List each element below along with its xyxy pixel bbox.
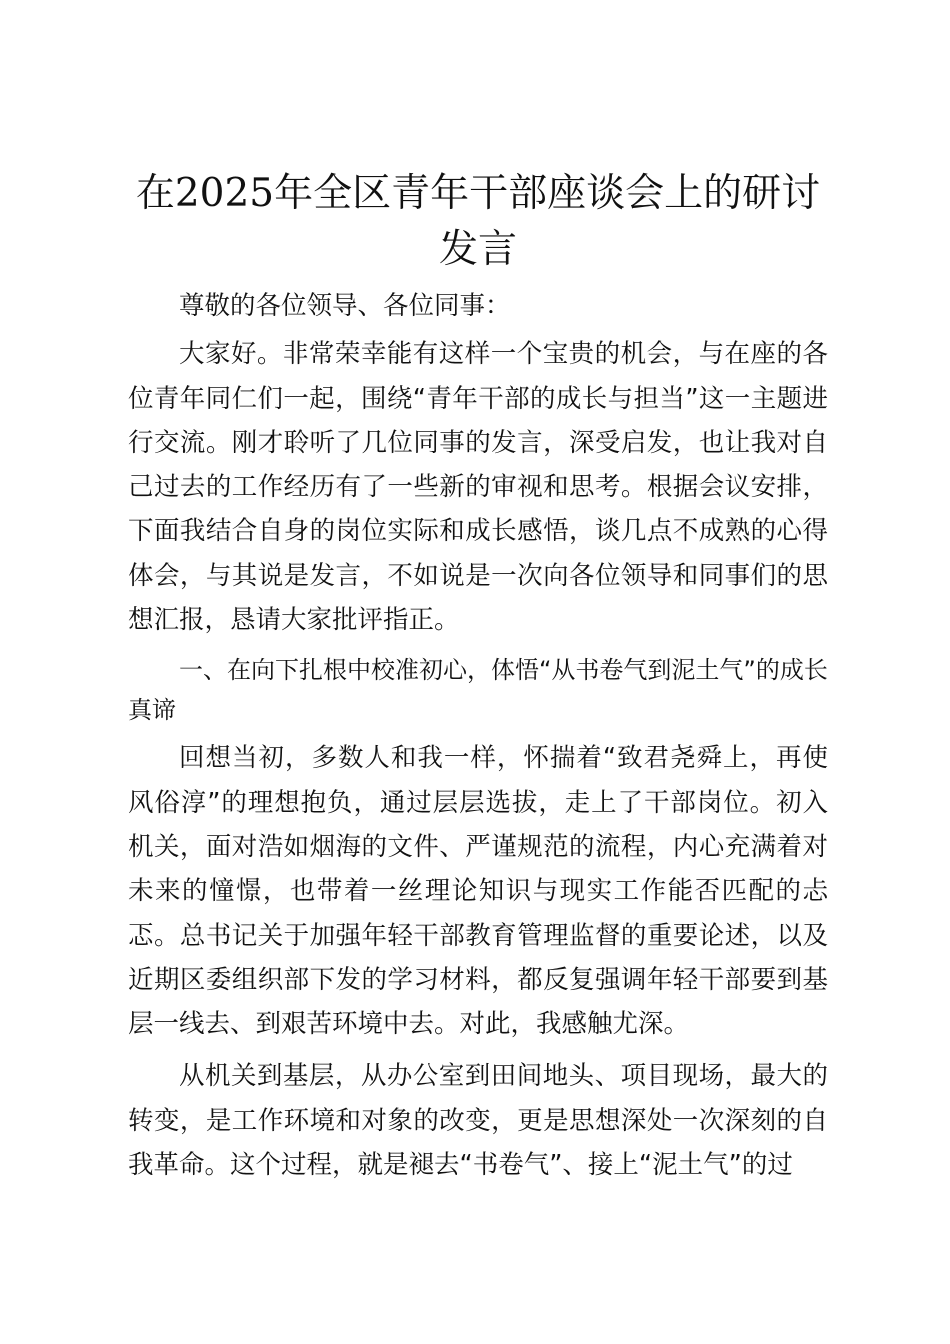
- document-body: [128, 166, 828, 1187]
- section-heading: 一、在向下扎根中校准初心，体悟“从书卷气到泥土气”的成长真谛: [128, 656, 828, 725]
- opening-paragraph: 大家好。非常荣幸能有这样一个宝贵的机会，与在座的各位青年同仁们一起，围绕“青年干部的成长与担当”这一主题进行交流。刚才聆听了几位同事的发言，深受启发，也让我对自己过去的工作经历有了一些新的审视和思考。根据会议安排，下面我结合自身的岗位实际和成长感悟，谈几点不成熟的心得体会，与其说是发言，不如说是一次向各位领导和同事们的思想汇报，恳请大家批评指正。: [128, 339, 828, 636]
- document-title: 在2025年全区青年干部座谈会上的研讨发言: [135, 171, 821, 272]
- body-paragraph: 从机关到基层，从办公室到田间地头、项目现场，最大的转变，是工作环境和对象的改变，更是思想深处一次深刻的自我革命。这个过程，就是褪去“书卷气”、接上“泥土气”的过: [128, 1061, 828, 1181]
- greeting-line: 尊敬的各位领导、各位同事：: [179, 291, 511, 321]
- body-paragraph: 回想当初，多数人和我一样，怀揣着“致君尧舜上，再使风俗淳”的理想抱负，通过层层选拔，走上了干部岗位。初入机关，面对浩如烟海的文件、严谨规范的流程，内心充满着对未来的憧憬，也带着一丝理论知识与现实工作能否匹配的忐忑。总书记关于加强年轻干部教育管理监督的重要论述，以及近期区委组织部下发的学习材料，都反复强调年轻干部要到基层一线去、到艰苦环境中去。对此，我感触尤深。: [128, 743, 828, 1040]
